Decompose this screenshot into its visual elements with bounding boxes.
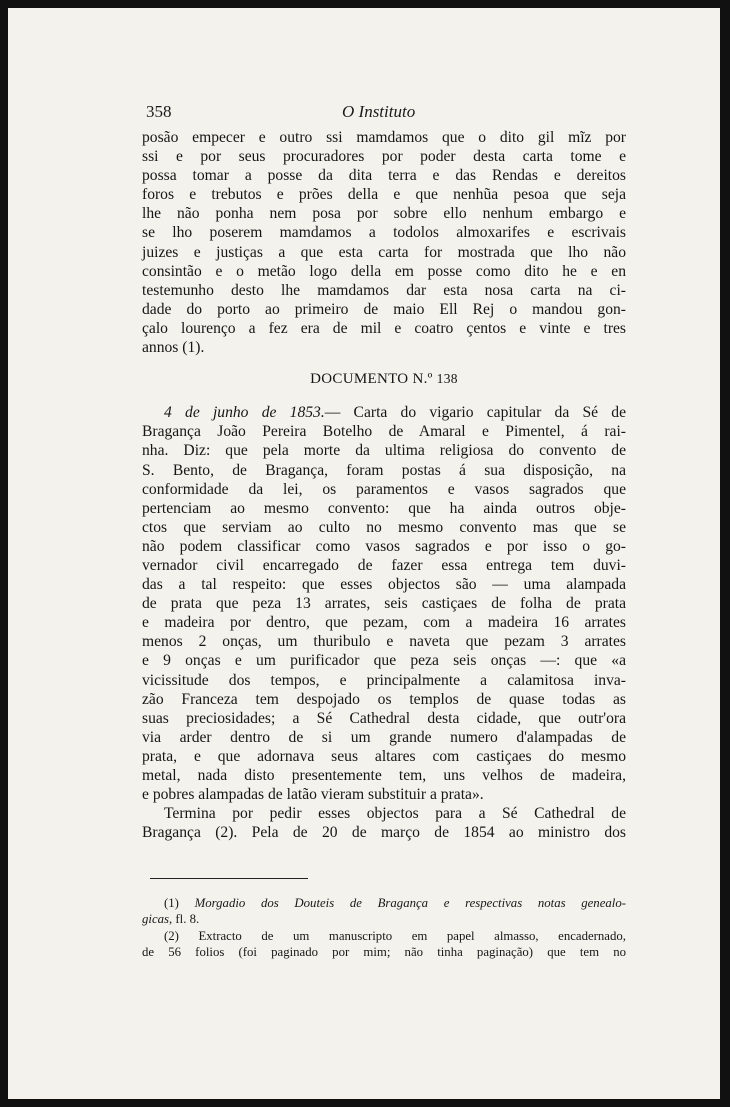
text-line: annos (1). — [142, 339, 205, 357]
paragraph-2-first-line — [142, 403, 626, 422]
running-title: O Instituto — [342, 102, 416, 121]
document-date: 4 de junho de 1853. — [164, 404, 325, 422]
document-heading-label: DOCUMENTO N.º — [310, 371, 433, 388]
document-heading — [142, 369, 626, 389]
text-line: não podem classificar como vasos sagrados e por isso o go- — [142, 537, 626, 555]
footnotes — [142, 895, 626, 960]
page-number: 358 — [146, 102, 172, 121]
text-line: metal, nada disto presentemente tem, uns velhos de madeira, — [142, 767, 626, 784]
text-line: e pobres alampadas de latão vieram substituir a prata». — [142, 786, 484, 804]
footnote-2-line-2: de 56 folios (foi paginado por mim; não tinha paginação) que tem no — [142, 944, 626, 959]
footnote-1 — [142, 895, 626, 911]
text-line: possa tomar a posse da dita terra e das Rendas e dereitos — [142, 167, 626, 185]
text-line: nha. Diz: que pela morte da ultima religiosa do convento de — [142, 442, 626, 460]
text-line: e 9 onças e um purificador que peza seis onças —: que «a — [142, 652, 626, 670]
text-line: prata, e que adornava seus altares com castiçaes do mesmo — [142, 747, 626, 765]
text-line: conformidade da lei, os paramentos e vasos sagrados que — [142, 480, 626, 498]
text-line: foros e trebutos e prões della e que nenhũa pesoa que seja — [142, 186, 626, 204]
paragraph-3 — [142, 804, 626, 842]
footnote-1-folio: , fl. 8. — [169, 912, 200, 927]
text-line: consintão e o metão logo della em posse como dito he e en — [142, 262, 626, 280]
footnote-1-cont — [142, 911, 626, 927]
text-line: S. Bento, de Bragança, foram postas á sua disposição, na — [142, 461, 626, 479]
text-line: e madeira por dentro, que pezam, com a madeira 16 arrates — [142, 614, 626, 632]
paragraph-2 — [142, 403, 626, 804]
text-line: Bragança (2). Pela de 20 de março de 1854 ao ministro dos — [142, 824, 626, 842]
text-line: vernador civil encarregado de fazer essa entrega tem duvi- — [142, 556, 626, 574]
text-line: çalo lourenço a fez era de mil e coatro çentos e vinte e tres — [142, 319, 626, 337]
text-line: menos 2 onças, um thuribulo e naveta que pezam 3 arrates — [142, 633, 626, 651]
text-line: posão empecer e outro ssi mamdamos que o dito gil mĩz por — [142, 129, 626, 146]
text-line: Bragança João Pereira Botelho de Amaral e Pimentel, á rai- — [142, 423, 626, 441]
footnote-1-title-cont: gicas — [142, 912, 170, 927]
paragraph-1 — [142, 128, 626, 357]
text-line: juizes e justiças a que esta carta for mostrada que lho não — [142, 243, 626, 261]
footnote-separator — [150, 878, 308, 879]
document-number: 138 — [436, 371, 458, 387]
text-line: testemunho desto lhe mamdamos dar esta nosa carta na ci- — [142, 281, 626, 299]
text-line: Termina por pedir esses objectos para a Sé Cathedral de — [164, 805, 626, 823]
footnote-1-title: Morgadio dos Douteis de Bragança e respectivas notas genealo- — [194, 896, 627, 910]
footnote-1-marker: (1) — [164, 896, 179, 910]
page-header — [146, 102, 546, 126]
footnote-2-line-1: (2) Extracto de um manuscripto em papel almasso, encadernado, — [164, 928, 626, 943]
text-line: lhe não ponha nem posa por sobre ello nenhum embargo e — [142, 205, 626, 223]
text-line: das a tal respeito: que esses objectos são — uma alampada — [142, 576, 626, 594]
text-line: ctos que serviam ao culto no mesmo convento mas que se — [142, 518, 626, 536]
text-line: ssi e por seus procuradores por poder desta carta tome e — [142, 148, 626, 166]
text-line: se lho poserem mamdamos a todolos almoxarifes e escrivais — [142, 224, 626, 242]
book-page — [8, 8, 720, 1099]
text-line: via arder dentro de si um grande numero d'alampadas de — [142, 728, 626, 746]
body-text — [142, 128, 626, 842]
paragraph-2-first-line-text: — Carta do vigario capitular da Sé de — [324, 404, 626, 422]
text-line: vicissitude dos tempos, e principalmente a calamitosa inva- — [142, 671, 626, 689]
text-line: zão Franceza tem despojado os templos de quase todas as — [142, 690, 626, 708]
text-line: dade do porto ao primeiro de maio Ell Rej o mandou gon- — [142, 300, 626, 318]
text-line: suas preciosidades; a Sé Cathedral desta cidade, que outr'ora — [142, 709, 626, 727]
text-line: de prata que peza 13 arrates, seis castiçaes de folha de prata — [142, 595, 626, 613]
text-line: pertenciam ao mesmo convento: que ha ainda outros obje- — [142, 499, 626, 517]
